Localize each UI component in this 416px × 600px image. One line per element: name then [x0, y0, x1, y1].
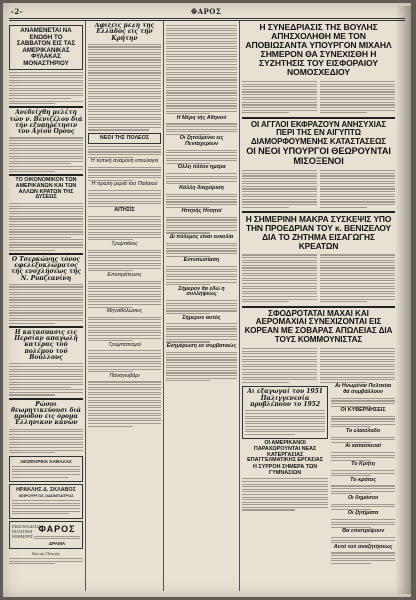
subhead: Αι Ηνωμέναι Πολιτείαι θά συμβάλλουν	[334, 383, 392, 396]
article-body	[9, 363, 83, 395]
subhead: Εντυπωσίαση	[183, 257, 220, 264]
section-title: ΝΕΟΙ ΤΗΣ ΠΟΛΕΟΣ	[99, 134, 150, 141]
box-footer: Ιδρυτής Ποιητής	[31, 550, 61, 556]
subhead: Τρομπάκες	[111, 240, 138, 247]
subhead: Οι ζητούμενοι εις Πενταχερίων	[179, 135, 224, 148]
subhead: ΑΙΤΗΣΙΣ	[114, 207, 135, 214]
subhead: Ενημέρωση εκ συμβατικώς	[166, 343, 237, 350]
column-separator	[163, 21, 164, 591]
column-separator	[85, 21, 86, 591]
subhead: Όλλη πλέον ημέρα	[177, 164, 226, 171]
article-1	[9, 25, 83, 70]
subhead: Δι πόλεμος είναι ευκολία	[169, 234, 234, 241]
headline: Ο Τσερκώνης τόνος εφελεξυκλώματος τής ενοχλήσεως τής Ν. Ρυπζεανίνη	[10, 255, 82, 282]
ad-subtitle: ΧΕΙΡΟΥΡΓΟΣ ΟΔΟΝΤΙΑΤΡΟΣ	[18, 493, 74, 499]
newspaper-page	[3, 3, 411, 597]
header-rule	[9, 18, 405, 19]
subhead: Θα επιστρέψουν	[341, 528, 385, 535]
headline: Η ΣΗΜΕΡΙΝΗ ΜΑΚΡΑ ΣΥΣΚΕΨΙΣ ΥΠΟ ΤΗΝ ΠΡΟΕΔΡΙΑΝ ΤΟΥ κ. ΒΕΝΙΖΕΛΟΥ ΔΙΑ ΤΟ ΖΗΤΗΜΑ ΕΙΣΑΓΩΓΗΣ ΚΡΕΑΤΩΝ	[245, 214, 392, 251]
headline: Άφιξεις μέλη τής Ελλάδος είς τήν Κρήτην	[94, 23, 155, 42]
headline: ΤΟ ΟΙΚΟΝΟΜΙΚΟΝ ΤΩΝ ΑΜΕΡΙΚΑΝΩΝ ΚΑΙ ΤΩΝ ΑΛΛΩΝ ΚΡΑΤΩΝ ΤΗΣ ΔΥΣΕΩΣ	[15, 177, 77, 201]
subhead: Σήμερον αυτός	[182, 314, 221, 321]
headline-main: Η ΣΥΝΕΔΡΙΑΣΙΣ ΤΗΣ ΒΟΥΛΗΣ ΑΠΗΣΧΟΛΗΘΗ ΜΕ ΤΟΝ ΑΠΟΒΙΩΣΑΝΤΑ ΥΠΟΥΡΓΟΝ ΜΙΧΑΗΛ ΣΗΜΕΡΟΝ ΘΑ ΣΥΝΕΧΙΣΘΗ Η ΣΥΖΗΤΗΣΙΣ ΤΟΥ ΕΙΣΦΟΡΑΙΟΥ ΝΟΜΟΣΧΕΔΙΟΥ	[245, 23, 392, 78]
subhead: Οι ζητήματα	[347, 510, 379, 517]
subhead: Παναγιοβάρι	[109, 372, 140, 379]
newspaper-title: ΦΑΡΟΣ	[191, 7, 222, 16]
page-number: -2-	[11, 7, 24, 16]
subhead: Η τυπική αναμονή επευλογεί	[90, 158, 159, 165]
headline: ΑΝΑΜΕΝΕΤΑΙ ΝΑ ΕΝΩΘΗ ΤΟ ΣΑΒΒΑΤΟΝ ΕΙΣ ΤΑΣ ΑΜΕΡΙΚΑΝΙΚΑΣ ΦΥΛΑΚΑΣ ΜΟΝΑΣΤΗΡΙΟΥ	[16, 27, 76, 67]
box-subtitle: ΔΡΑΜΑ	[48, 540, 66, 546]
article-body	[9, 429, 83, 453]
subhead: Το κράτος	[350, 476, 377, 483]
headline: ΟΙ ΝΕΟΙ ΥΠΟΥΡΓΟΙ ΘΕΩΡΟΥΝΤΑΙ ΜΙΣΟΞΕΝΟΙ	[246, 145, 391, 166]
article-box	[242, 386, 328, 439]
subhead: Επιστράτευσις	[107, 271, 142, 278]
headline: Ρώσοι θεωρητικεύουσι διά προόδου εις όρομα Έλληνικον κανών	[10, 400, 82, 427]
subhead: Οι δημόσιοι	[347, 494, 379, 501]
column-3	[166, 23, 237, 591]
ad-title: ΗΡΑΚΛΗΣ Δ. ΣΚΛΑΒΟΣ	[16, 487, 76, 494]
subhead: Κάλλη διαχείριση	[179, 184, 224, 191]
headline: Η ΣΥΡΡΟΗ ΣΗΜΕΡΑ ΤΩΝ ΓΥΜΝΑΣΙΩΝ	[252, 464, 318, 476]
article-body	[9, 284, 83, 324]
column-4-5	[242, 23, 395, 591]
subhead: Μηναθόλωσεις	[106, 308, 143, 315]
subhead: Σήμερον θα εδώ η συλλήψεως	[178, 285, 225, 298]
headline: Η κατασπασις εις Περσίαν απαγωλή κατέρας τού πολέμου τού Βούλλους	[14, 328, 78, 362]
advertisement	[9, 484, 83, 519]
header-rule-2	[9, 20, 405, 21]
subhead: Αυτό τού αναζητήσεως	[333, 543, 393, 550]
masthead	[9, 7, 405, 17]
subhead: Το ελαιόλαδο	[345, 427, 381, 434]
advertisement	[9, 456, 83, 482]
subhead: Το Κρήτη	[351, 461, 375, 468]
column-1	[9, 23, 83, 591]
subhead: Ηττητής Ηττητοί	[181, 208, 222, 215]
subhead: Η Μέρη τής Αθηνού	[176, 114, 227, 121]
headline: ΟΙ ΑΜΕΡΙΚΑΝΟΙ ΠΑΡΑΧΩΡΟΥΝΤΑΙ ΝΕΑΣ ΚΑΤΕΡΓΑΣΙΑΣ ΕΠΑΓΓΕΛΜΑΤΙΚΗΣ ΕΡΓΑΣΙΑΣ	[247, 440, 324, 464]
ad-title: ΛΕΩΦΟΡΕΙΑ ΚΑΒΑΛΑΣ	[20, 459, 72, 465]
article-body	[88, 44, 161, 131]
article-body	[9, 72, 83, 104]
column-separator	[239, 21, 240, 591]
subhead: Τρομπατισμοί	[108, 341, 141, 348]
box-title: ΦΑΡΟΣ	[38, 523, 76, 534]
column-2	[88, 23, 161, 591]
headline: Αι εξαγωγαί του 1951 Παλιγγενεσία προβλέπουν το 1952	[247, 388, 323, 409]
subhead: ΟΙ ΚΥΒΕΡΝΗΣΕΙΣ	[340, 407, 386, 414]
headline: Ανεδείχθη μελέτη τών ν. Βενιζέλου διά τήν εξυπηρέτησιν του Αγίου Όρους	[9, 109, 83, 136]
article-body	[9, 203, 83, 251]
page-edge-shadow	[395, 6, 411, 594]
newspaper-subscription-box	[9, 521, 83, 549]
article-body	[9, 137, 83, 172]
subhead: Η πρώτη μεριά τού Παλαιού	[91, 181, 158, 188]
box-left-label: ΕΒΔΟΜΑΔΙΑΙΑ ΠΟΛΙΤΙΚΗ ΕΦΗΜΕΡΙΣ	[12, 523, 42, 539]
headline: ΣΦΟΔΡΟΤΑΤΑΙ ΜΑΧΑΙ ΚΑΙ ΑΕΡΟΜΑΧΙΑΙ ΣΥΝΕΧΙΖΟΝΤΑΙ ΕΙΣ ΚΟΡΕΑΝ ΜΕ ΣΟΒΑΡΑΣ ΑΠΩΛΕΙΑΣ ΔΙΑ ΤΟΥΣ ΚΟΜΜΟΥΝΙΣΤΑΣ	[244, 308, 393, 344]
headline: ΟΙ ΑΓΓΛΟΙ ΕΚΦΡΑΖΟΥΝ ΑΝΗΣΥΧΙΑΣ ΠΕΡΙ ΤΗΣ ΕΝ ΑΙΓΥΠΤΩ ΔΙΑΜΟΡΦΟΥΜΕΝΗΣ ΚΑΤΑΣΤΑΣΕΩΣ	[250, 119, 387, 146]
section-box	[88, 133, 161, 145]
article-body	[166, 25, 237, 114]
subhead: Αι κατασκευαί	[345, 443, 382, 450]
